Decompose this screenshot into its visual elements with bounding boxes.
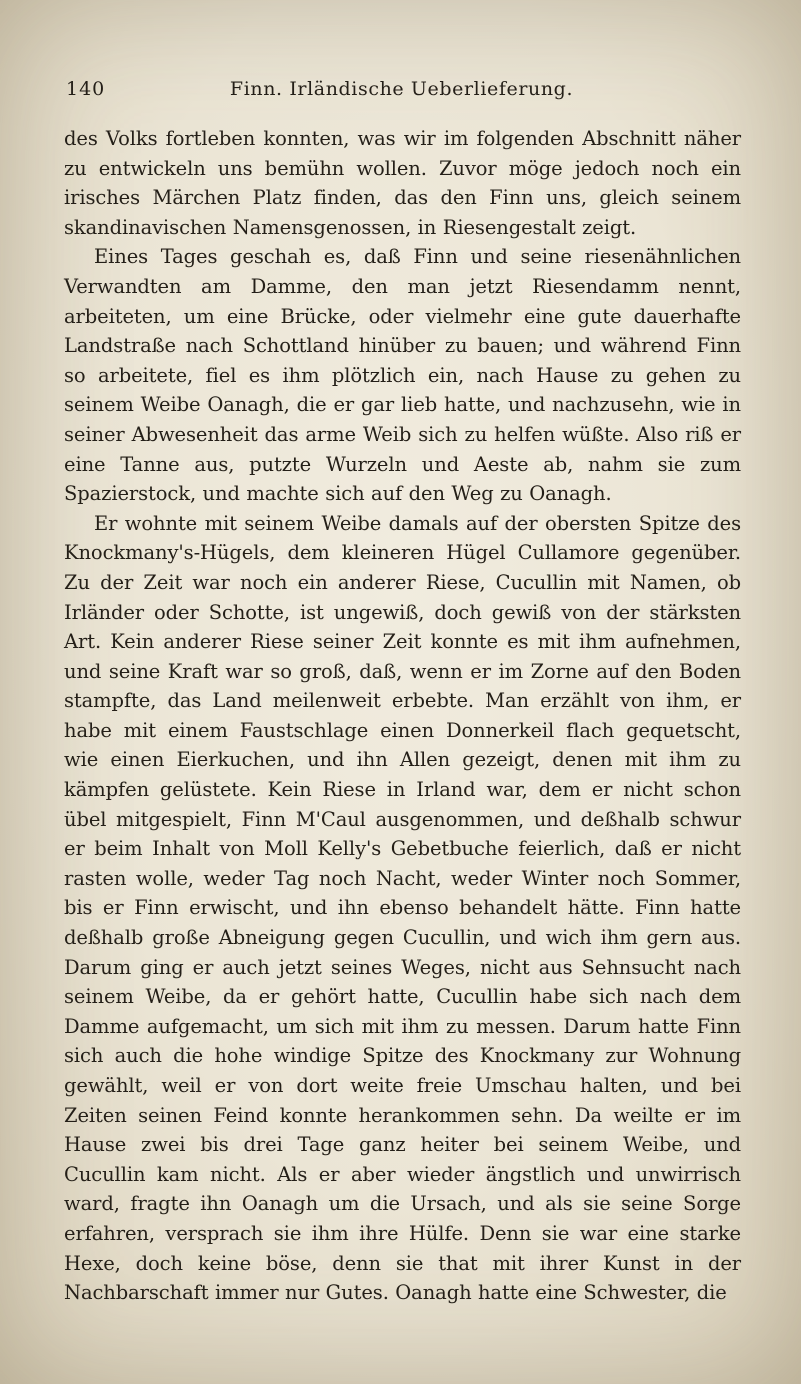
- paragraph-continuation: des Volks fortleben konnten, was wir im folgenden Abschnitt näher zu entwickeln uns bemühn wollen. Zuvor möge jedoch noch ein irisches Märchen Platz finden, das den Finn uns, gleich seinem skandinavischen Namensgenossen, in Riesengestalt zeigt.: [64, 127, 741, 239]
- chapter-header-title: Finn. Irländische Ueberlieferung.: [229, 78, 574, 100]
- paragraph: Er wohnte mit seinem Weibe damals auf der obersten Spitze des Knockmany's-Hügels, dem kleineren Hügel Cullamore gegenüber. Zu der Zeit war noch ein anderer Riese, Cucullin mit Namen, ob Irländer oder Schotte, ist ungewiß, doch gewiß von der stärksten Art. Kein anderer Riese seiner Zeit konnte es mit ihm aufnehmen, und seine Kraft war so groß, daß, wenn er im Zorne auf den Boden stampfte, das Land meilenweit erbebte. Man erzählt von ihm, er habe mit einem Faustschlage einen Donnerkeil flach gequetscht, wie einen Eierkuchen, und ihn Allen gezeigt, denen mit ihm zu kämpfen gelüstete. Kein Riese in Irland war, dem er nicht schon übel mitgespielt, Finn M'Caul ausgenommen, und deßhalb schwur er beim Inhalt von Moll Kelly's Gebetbuche feierlich, daß er nicht rasten wolle, weder Tag noch Nacht, weder Winter noch Sommer, bis er Finn erwischt, und ihn ebenso behandelt hätte. Finn hatte deßhalb große Abneigung gegen Cucullin, und wich ihm gern aus. Darum ging er auch jetzt seines Weges, nicht aus Sehnsucht nach seinem Weibe, da er gehört hatte, Cucullin habe sich nach dem Damme aufgemacht, um sich mit ihm zu messen. Darum hatte Finn sich auch die hohe windige Spitze des Knockmany zur Wohnung gewählt, weil er von dort weite freie Umschau halten, und bei Zeiten seinen Feind konnte herankommen sehn. Da weilte er im Hause zwei bis drei Tage ganz heiter bei seinem Weibe, und Cucullin kam nicht. Als er aber wieder ängstlich und unwirrisch ward, fragte ihn Oanagh um die Ursach, und als sie seine Sorge erfahren, versprach sie ihm ihre Hülfe. Denn sie war eine starke Hexe, doch keine böse, denn sie that mit ihrer Kunst in der Nachbarschaft immer nur Gutes. Oanagh hatte eine Schwester, die: [64, 511, 741, 1305]
- page-number: 140: [66, 78, 106, 100]
- running-header: [64, 78, 739, 108]
- paragraph: Eines Tages geschah es, daß Finn und seine riesenähnlichen Verwandten am Damme, den man jetzt Riesendamm nennt, arbeiteten, um eine Brücke, oder vielmehr eine gute dauerhafte Landstraße nach Schottland hinüber zu bauen; und während Finn so arbeitete, fiel es ihm plötzlich ein, nach Hause zu gehen zu seinem Weibe Oanagh, die er gar lieb hatte, und nachzusehn, wie in seiner Abwesenheit das arme Weib sich zu helfen wüßte. Also riß er eine Tanne aus, putzte Wurzeln und Aeste ab, nahm sie zum Spazierstock, und machte sich auf den Weg zu Oanagh.: [64, 245, 741, 506]
- body-text: [64, 124, 741, 1308]
